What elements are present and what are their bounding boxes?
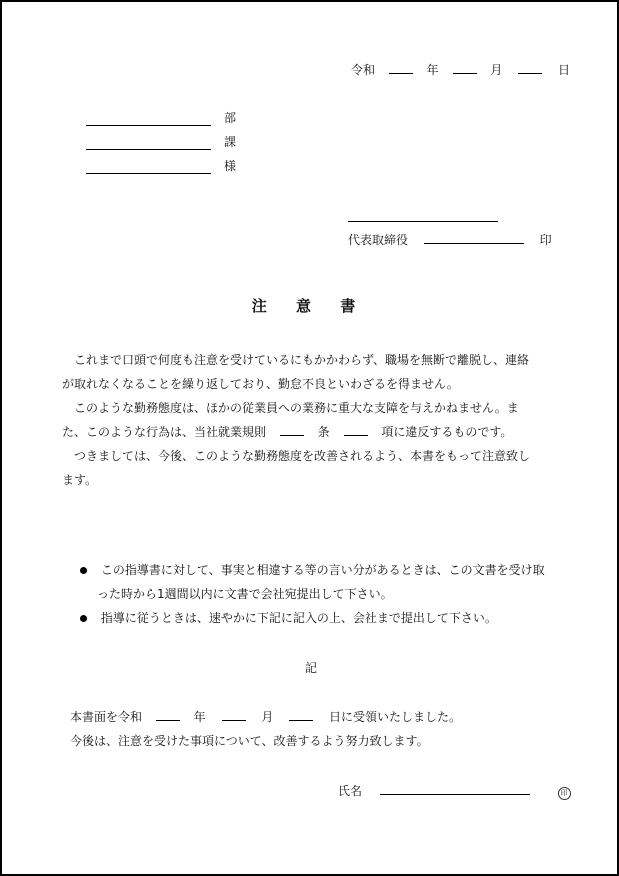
bullet-text: この指導書に対して、事実と相違する等の言い分があるときは、この文書を受け取 (100, 563, 545, 577)
document-title: 注 意 書 (251, 297, 368, 315)
bullet-item-continuation (80, 582, 570, 606)
receipt-text-segment: 本書面を令和 (70, 710, 143, 724)
bullet-text: 指導に従うときは、速やかに下記に記入の上、会社まで提出して下さい。 (100, 611, 497, 625)
receipt-year-label: 年 (193, 710, 206, 724)
receipt-year-blank (156, 709, 180, 721)
body-line (62, 348, 562, 372)
name-label: 氏名 (338, 784, 363, 798)
body-text-segment: つきましては、今後、このような勤務態度を改善されるよう、本書をもって注意致し (74, 449, 531, 463)
bullet-icon (80, 567, 87, 574)
body-text-segment: これまで口頭で何度も注意を受けているにもかかわらず、職場を無断で離脱し、連絡 (74, 353, 530, 367)
body-line (62, 396, 562, 420)
name-blank (86, 173, 211, 174)
date-era: 令和 (351, 63, 376, 77)
bullet-icon (80, 615, 87, 622)
month-blank (453, 62, 477, 74)
body-line (62, 372, 562, 396)
body-text-segment: ます。 (62, 473, 98, 487)
bullet-list (80, 558, 570, 630)
dept-blank (86, 125, 211, 126)
section-blank (86, 149, 211, 150)
article-blank (280, 424, 304, 436)
receipt-month-label: 月 (261, 710, 274, 724)
bullet-item (80, 606, 570, 630)
representative-name-blank (424, 232, 524, 244)
body-text-segment: このような勤務態度は、ほかの従業員への業務に重大な支障を与えかねません。ま (74, 401, 519, 415)
date-line (351, 62, 570, 77)
company-name-blank (348, 221, 498, 222)
date-month-label: 月 (490, 63, 503, 77)
seal-icon: 印 (558, 787, 571, 800)
bullet-item (80, 558, 570, 582)
body-text (62, 348, 562, 492)
date-day-label: 日 (558, 63, 571, 77)
seal-label: 印 (539, 233, 552, 247)
body-text-segment: が取れなくなることを繰り返しており、勤怠不良といわざるを得ません。 (62, 377, 459, 391)
clause-blank (344, 424, 368, 436)
representative-label: 代表取締役 (348, 233, 409, 247)
year-blank (389, 62, 413, 74)
honorific-label: 様 (224, 159, 237, 173)
bullet-text: った時から1週間以内に文書で会社宛提出して下さい。 (97, 587, 393, 601)
body-line (62, 420, 562, 444)
receipt-text-segment: 日に受領いたしました。 (329, 710, 462, 724)
signature-line (338, 783, 571, 800)
article-label: 条 (317, 425, 330, 439)
section-label: 課 (224, 135, 237, 149)
receipt-text-segment: 今後は、注意を受けた事項について、改善するよう努力致します。 (70, 734, 429, 748)
representative-line (348, 232, 552, 247)
dept-label: 部 (224, 111, 237, 125)
signature-blank (380, 783, 530, 795)
body-line (62, 468, 562, 492)
ki-label: 記 (305, 661, 318, 675)
receipt-line (70, 729, 570, 753)
receipt-month-blank (222, 709, 246, 721)
receipt-day-blank (289, 709, 313, 721)
body-line (62, 444, 562, 468)
receipt-text (70, 705, 570, 753)
body-text-segment: 項に違反するものです。 (381, 425, 513, 439)
receipt-line (70, 705, 570, 729)
day-blank (518, 62, 542, 74)
body-text-segment: た、このような行為は、当社就業規則 (62, 425, 267, 439)
date-year-label: 年 (426, 63, 439, 77)
